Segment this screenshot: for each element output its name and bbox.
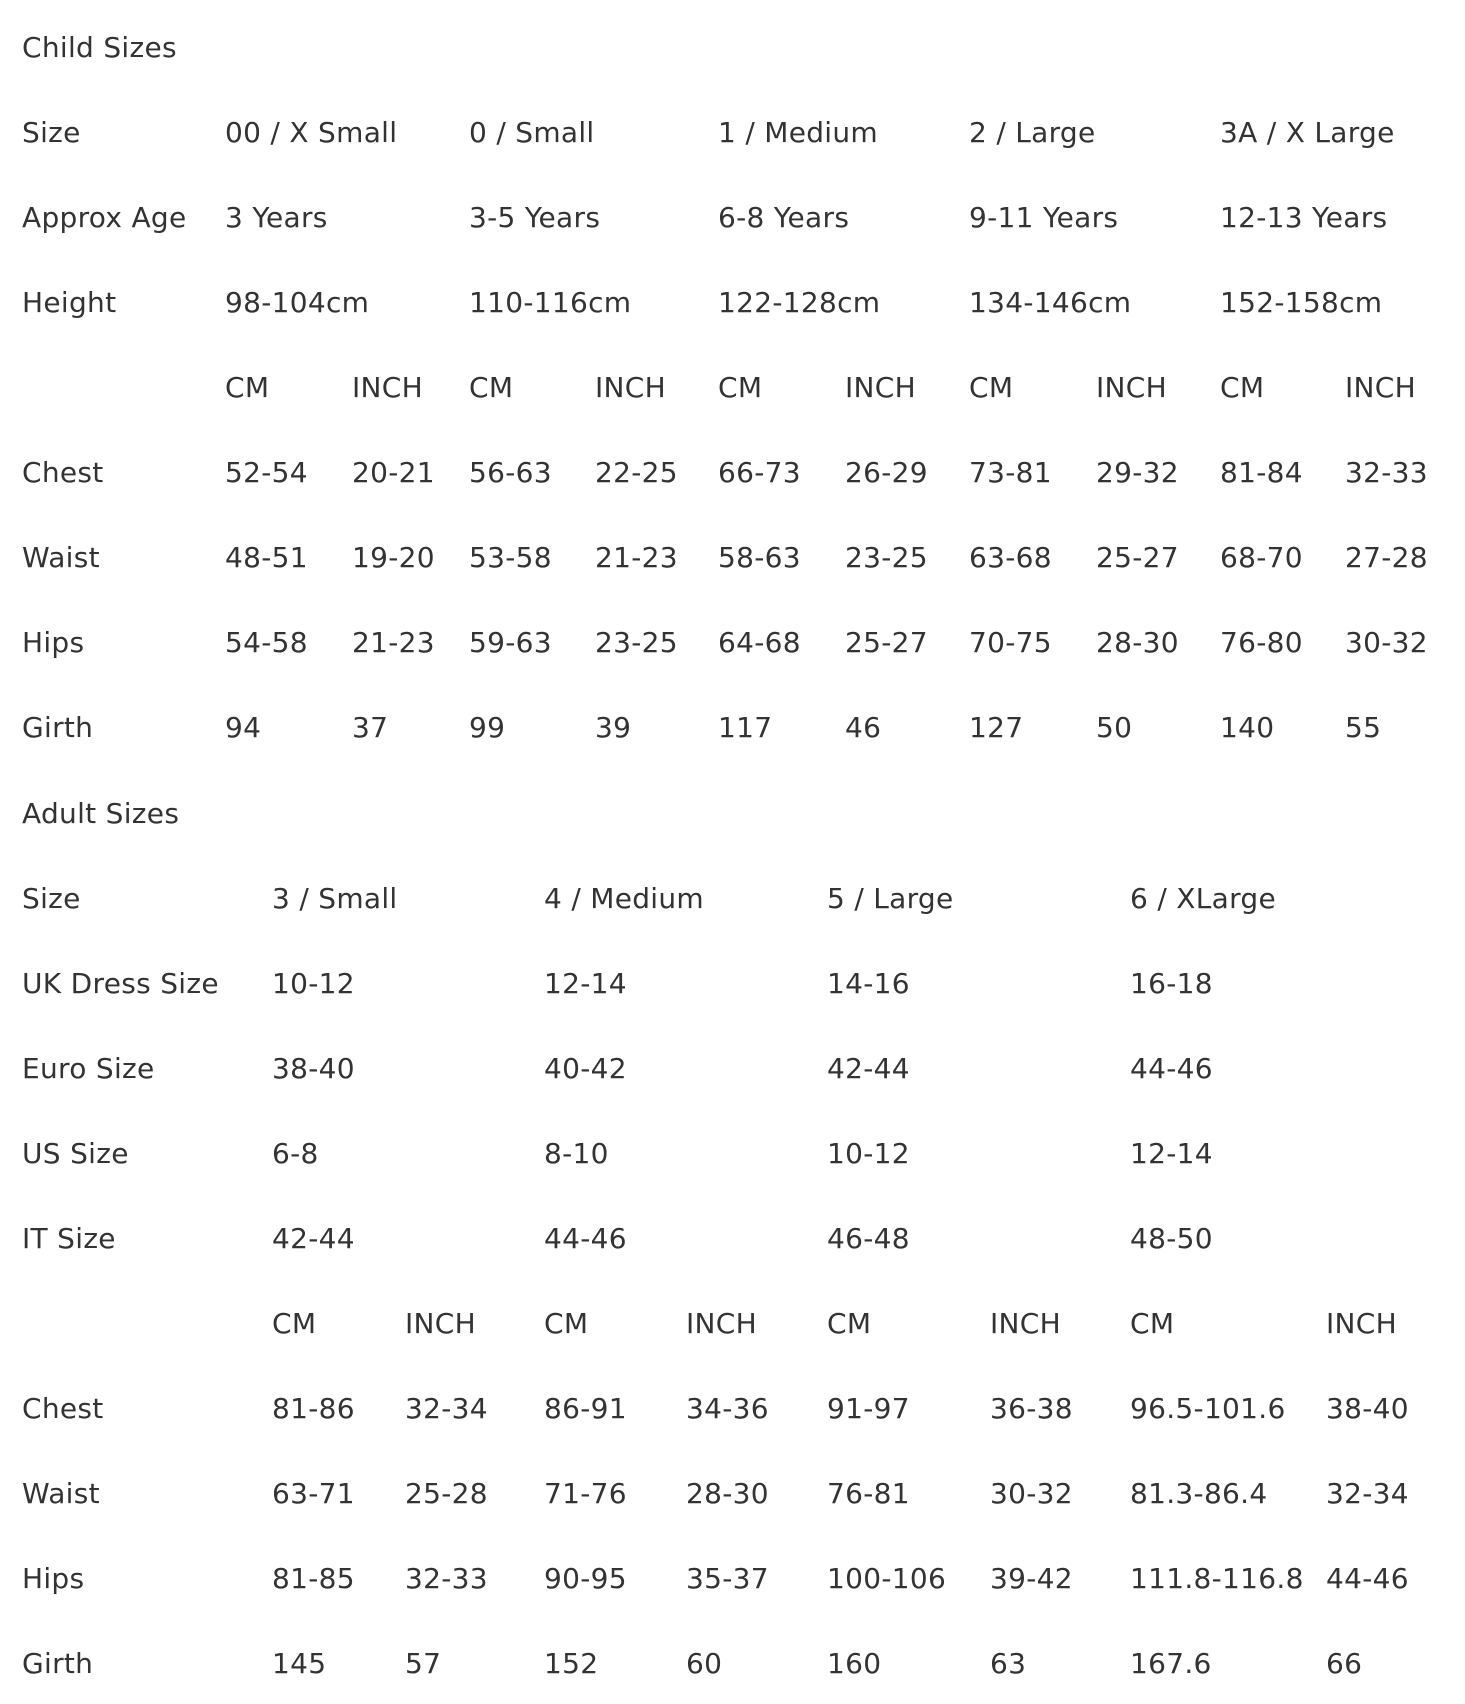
child-girth-row bbox=[0, 708, 1465, 768]
table-cell: 167.6 bbox=[1130, 1647, 1212, 1680]
table-cell: 99 bbox=[469, 711, 506, 744]
row-label: Approx Age bbox=[22, 201, 187, 234]
table-cell: CM bbox=[969, 371, 1014, 404]
row-label: Chest bbox=[22, 1392, 104, 1425]
adult-euro-size-row bbox=[0, 1049, 1465, 1109]
table-cell: 48-50 bbox=[1130, 1222, 1213, 1255]
adult-unit-row bbox=[0, 1304, 1465, 1364]
table-cell: 25-27 bbox=[845, 626, 928, 659]
table-cell: 3A / X Large bbox=[1220, 116, 1395, 149]
table-cell: 70-75 bbox=[969, 626, 1052, 659]
table-cell: CM bbox=[225, 371, 270, 404]
table-cell: CM bbox=[718, 371, 763, 404]
table-cell: 37 bbox=[352, 711, 389, 744]
table-cell: INCH bbox=[405, 1307, 477, 1340]
table-cell: 20-21 bbox=[352, 456, 435, 489]
table-cell: 34-36 bbox=[686, 1392, 769, 1425]
table-cell: 32-33 bbox=[405, 1562, 488, 1595]
adult-sizes-heading-row bbox=[0, 794, 1465, 854]
table-cell: 96.5-101.6 bbox=[1130, 1392, 1286, 1425]
adult-sizes-title: Adult Sizes bbox=[22, 797, 180, 830]
row-label: Girth bbox=[22, 711, 94, 744]
table-cell: 9-11 Years bbox=[969, 201, 1119, 234]
table-cell: 81-84 bbox=[1220, 456, 1303, 489]
adult-us-size-row bbox=[0, 1134, 1465, 1194]
table-cell: 38-40 bbox=[272, 1052, 355, 1085]
table-cell: 91-97 bbox=[827, 1392, 910, 1425]
child-approx-age-row bbox=[0, 198, 1465, 258]
table-cell: 56-63 bbox=[469, 456, 552, 489]
table-cell: 10-12 bbox=[272, 967, 355, 1000]
table-cell: 3 / Small bbox=[272, 882, 398, 915]
table-cell: 6-8 Years bbox=[718, 201, 850, 234]
table-cell: 12-14 bbox=[1130, 1137, 1213, 1170]
table-cell: 42-44 bbox=[827, 1052, 910, 1085]
table-cell: 14-16 bbox=[827, 967, 910, 1000]
table-cell: INCH bbox=[686, 1307, 758, 1340]
table-cell: 29-32 bbox=[1096, 456, 1179, 489]
table-cell: 50 bbox=[1096, 711, 1133, 744]
table-cell: 53-58 bbox=[469, 541, 552, 574]
table-cell: 32-34 bbox=[1326, 1477, 1409, 1510]
table-cell: 30-32 bbox=[1345, 626, 1428, 659]
table-cell: 35-37 bbox=[686, 1562, 769, 1595]
row-label: Hips bbox=[22, 1562, 85, 1595]
table-cell: 90-95 bbox=[544, 1562, 627, 1595]
table-cell: 25-28 bbox=[405, 1477, 488, 1510]
child-hips-row bbox=[0, 623, 1465, 683]
table-cell: 66 bbox=[1326, 1647, 1363, 1680]
adult-girth-row bbox=[0, 1644, 1465, 1704]
table-cell: 152 bbox=[544, 1647, 599, 1680]
child-chest-row bbox=[0, 453, 1465, 513]
table-cell: 16-18 bbox=[1130, 967, 1213, 1000]
table-cell: 4 / Medium bbox=[544, 882, 705, 915]
table-cell: 66-73 bbox=[718, 456, 801, 489]
table-cell: 94 bbox=[225, 711, 262, 744]
table-cell: CM bbox=[544, 1307, 589, 1340]
table-cell: INCH bbox=[845, 371, 917, 404]
child-height-row bbox=[0, 283, 1465, 343]
table-cell: 39 bbox=[595, 711, 632, 744]
row-label: US Size bbox=[22, 1137, 129, 1170]
table-cell: 32-33 bbox=[1345, 456, 1428, 489]
table-cell: 25-27 bbox=[1096, 541, 1179, 574]
table-cell: 117 bbox=[718, 711, 773, 744]
table-cell: 12-14 bbox=[544, 967, 627, 1000]
table-cell: 63-71 bbox=[272, 1477, 355, 1510]
table-cell: 1 / Medium bbox=[718, 116, 879, 149]
child-sizes-title: Child Sizes bbox=[22, 31, 177, 64]
table-cell: 32-34 bbox=[405, 1392, 488, 1425]
row-label: Hips bbox=[22, 626, 85, 659]
table-cell: 00 / X Small bbox=[225, 116, 398, 149]
table-cell: 40-42 bbox=[544, 1052, 627, 1085]
table-cell: 46 bbox=[845, 711, 882, 744]
table-cell: 71-76 bbox=[544, 1477, 627, 1510]
table-cell: 76-81 bbox=[827, 1477, 910, 1510]
table-cell: INCH bbox=[1096, 371, 1168, 404]
table-cell: 98-104cm bbox=[225, 286, 370, 319]
table-cell: 23-25 bbox=[845, 541, 928, 574]
table-cell: INCH bbox=[595, 371, 667, 404]
table-cell: 5 / Large bbox=[827, 882, 954, 915]
table-cell: 28-30 bbox=[686, 1477, 769, 1510]
table-cell: 152-158cm bbox=[1220, 286, 1383, 319]
table-cell: 27-28 bbox=[1345, 541, 1428, 574]
table-cell: INCH bbox=[1326, 1307, 1398, 1340]
table-cell: 22-25 bbox=[595, 456, 678, 489]
table-cell: 23-25 bbox=[595, 626, 678, 659]
table-cell: 12-13 Years bbox=[1220, 201, 1388, 234]
table-cell: 81-85 bbox=[272, 1562, 355, 1595]
table-cell: CM bbox=[469, 371, 514, 404]
table-cell: CM bbox=[272, 1307, 317, 1340]
table-cell: 63 bbox=[990, 1647, 1027, 1680]
table-cell: 10-12 bbox=[827, 1137, 910, 1170]
table-cell: 68-70 bbox=[1220, 541, 1303, 574]
table-cell: 44-46 bbox=[1326, 1562, 1409, 1595]
table-cell: 39-42 bbox=[990, 1562, 1073, 1595]
table-cell: 26-29 bbox=[845, 456, 928, 489]
table-cell: 3 Years bbox=[225, 201, 328, 234]
table-cell: 55 bbox=[1345, 711, 1382, 744]
row-label: Height bbox=[22, 286, 117, 319]
row-label: Chest bbox=[22, 456, 104, 489]
adult-uk-dress-size-row bbox=[0, 964, 1465, 1024]
table-cell: 64-68 bbox=[718, 626, 801, 659]
table-cell: 160 bbox=[827, 1647, 882, 1680]
table-cell: 2 / Large bbox=[969, 116, 1096, 149]
table-cell: 44-46 bbox=[1130, 1052, 1213, 1085]
table-cell: 28-30 bbox=[1096, 626, 1179, 659]
table-cell: 100-106 bbox=[827, 1562, 947, 1595]
table-cell: 110-116cm bbox=[469, 286, 632, 319]
child-sizes-heading-row bbox=[0, 28, 1465, 88]
table-cell: 134-146cm bbox=[969, 286, 1132, 319]
child-size-row bbox=[0, 113, 1465, 173]
table-cell: 81-86 bbox=[272, 1392, 355, 1425]
table-cell: 60 bbox=[686, 1647, 723, 1680]
table-cell: 81.3-86.4 bbox=[1130, 1477, 1268, 1510]
row-label: Size bbox=[22, 882, 81, 915]
table-cell: 36-38 bbox=[990, 1392, 1073, 1425]
table-cell: 58-63 bbox=[718, 541, 801, 574]
table-cell: 122-128cm bbox=[718, 286, 881, 319]
table-cell: 6-8 bbox=[272, 1137, 319, 1170]
table-cell: 44-46 bbox=[544, 1222, 627, 1255]
table-cell: 54-58 bbox=[225, 626, 308, 659]
table-cell: 127 bbox=[969, 711, 1024, 744]
adult-size-row bbox=[0, 879, 1465, 939]
table-cell: 145 bbox=[272, 1647, 327, 1680]
table-cell: 6 / XLarge bbox=[1130, 882, 1277, 915]
table-cell: CM bbox=[827, 1307, 872, 1340]
adult-waist-row bbox=[0, 1474, 1465, 1534]
table-cell: 30-32 bbox=[990, 1477, 1073, 1510]
row-label: Size bbox=[22, 116, 81, 149]
table-cell: CM bbox=[1130, 1307, 1175, 1340]
table-cell: 76-80 bbox=[1220, 626, 1303, 659]
table-cell: 73-81 bbox=[969, 456, 1052, 489]
table-cell: 21-23 bbox=[595, 541, 678, 574]
table-cell: 46-48 bbox=[827, 1222, 910, 1255]
table-cell: 21-23 bbox=[352, 626, 435, 659]
adult-it-size-row bbox=[0, 1219, 1465, 1279]
table-cell: 0 / Small bbox=[469, 116, 595, 149]
table-cell: 19-20 bbox=[352, 541, 435, 574]
table-cell: INCH bbox=[352, 371, 424, 404]
table-cell: INCH bbox=[990, 1307, 1062, 1340]
table-cell: 111.8-116.8 bbox=[1130, 1562, 1304, 1595]
row-label: Euro Size bbox=[22, 1052, 155, 1085]
row-label: Waist bbox=[22, 1477, 100, 1510]
table-cell: 42-44 bbox=[272, 1222, 355, 1255]
table-cell: 57 bbox=[405, 1647, 442, 1680]
adult-chest-row bbox=[0, 1389, 1465, 1449]
table-cell: 3-5 Years bbox=[469, 201, 601, 234]
table-cell: 140 bbox=[1220, 711, 1275, 744]
table-cell: 48-51 bbox=[225, 541, 308, 574]
table-cell: 59-63 bbox=[469, 626, 552, 659]
table-cell: 8-10 bbox=[544, 1137, 609, 1170]
adult-hips-row bbox=[0, 1559, 1465, 1619]
child-waist-row bbox=[0, 538, 1465, 598]
table-cell: 86-91 bbox=[544, 1392, 627, 1425]
child-unit-row bbox=[0, 368, 1465, 428]
table-cell: 52-54 bbox=[225, 456, 308, 489]
row-label: IT Size bbox=[22, 1222, 116, 1255]
row-label: Girth bbox=[22, 1647, 94, 1680]
table-cell: INCH bbox=[1345, 371, 1417, 404]
row-label: Waist bbox=[22, 541, 100, 574]
table-cell: CM bbox=[1220, 371, 1265, 404]
table-cell: 38-40 bbox=[1326, 1392, 1409, 1425]
row-label: UK Dress Size bbox=[22, 967, 219, 1000]
table-cell: 63-68 bbox=[969, 541, 1052, 574]
